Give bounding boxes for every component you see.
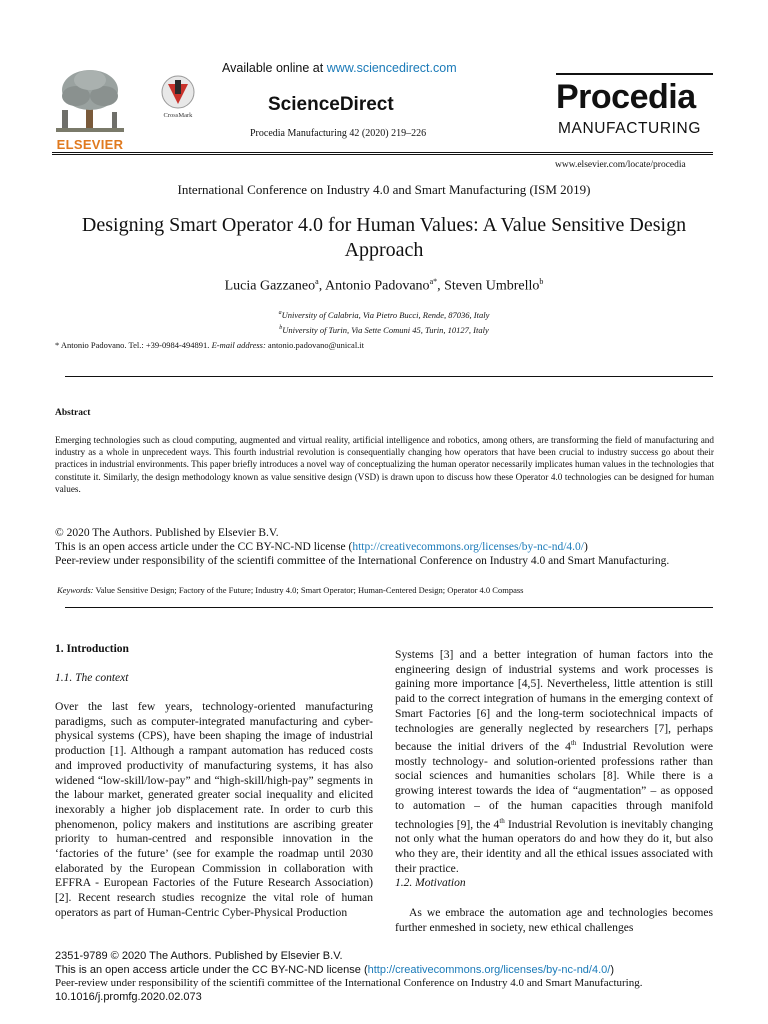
keywords-text: Value Sensitive Design; Factory of the Future; Industry 4.0; Smart Operator; Human-Centered Design; Operator 4.0 Compass: [93, 585, 524, 595]
email-address[interactable]: antonio.padovano@unical.it: [265, 340, 365, 350]
author-sup: a: [315, 277, 319, 286]
journal-brand: Procedia: [556, 78, 696, 116]
paragraph-text: Industrial Revolution is inevitably changing not only what the human operators do and how they do it, but also who they are, their identity and all the ethical issues associated with their practice.: [395, 817, 714, 875]
crossmark-icon[interactable]: [160, 74, 196, 120]
body-column-left: Over the last few years, technology-oriented manufacturing paradigms, such as computer-integrated manufacturing and cyber-physical systems (CPS), have been shaping the image of industrial production [1]. Although a rampant automation has reduced costs and improved productivity of manufacturing systems, it has also widened “low-skill/low-pay” and “high-skill/high-pay” segments in the labour market, generated greater social inequality and elicited inexorably a higher job displacement rate. In order to curb this phenomenon, policy makers and institutions are ascribing greater priority to human-centred and responsible innovation in the ‘factories of the future’ (see for example the roadmap until 2030 elaborated by the European Commission in collaboration with EFFRA - European Factories of the Future Research Association) [2]. Recent research studies recognize the vital role of human operators as part of Human-Centric Cyber-Physical Production: [55, 700, 373, 919]
affiliation: [0, 307, 768, 322]
issn-line: 2351-9789 © 2020 The Authors. Published by Elsevier B.V.: [55, 950, 343, 962]
author-name: Antonio Padovano: [324, 278, 430, 294]
available-prefix: Available online at: [222, 61, 327, 75]
open-access-prefix: This is an open access article under the CC BY-NC-ND license (: [55, 541, 353, 553]
correspondence: [55, 340, 364, 350]
author-list: [0, 277, 768, 295]
affiliation: [0, 322, 768, 337]
procedia-top-rule: [556, 73, 713, 75]
open-access-suffix: ): [610, 963, 615, 976]
email-label: E-mail address:: [211, 340, 266, 350]
affiliation-text: University of Turin, Via Sette Comuni 45, Turin, 10127, Italy: [282, 324, 489, 335]
sciencedirect-title: ScienceDirect: [268, 94, 394, 115]
superscript: th: [499, 816, 505, 825]
keywords-label: Keywords:: [57, 585, 94, 595]
affiliation-text: University of Calabria, Via Pietro Bucci, Rende, 87036, Italy: [281, 309, 490, 320]
conference-name: International Conference on Industry 4.0 and Smart Manufacturing (ISM 2019): [177, 182, 591, 197]
open-access-line: [55, 540, 725, 554]
section-divider: [65, 607, 713, 608]
affiliation-sup: b: [279, 324, 283, 331]
publisher-name: ELSEVIER: [56, 137, 124, 152]
affiliation-sup: a: [278, 310, 282, 316]
subsection-heading: 1.2. Motivation: [395, 877, 466, 889]
correspondence-prefix: * Antonio Padovano. Tel.: +39-0984-494891.: [55, 340, 212, 350]
journal-subtitle: MANUFACTURING: [558, 120, 701, 137]
affiliations: [0, 307, 768, 337]
author-separator: ,: [318, 278, 325, 294]
doi[interactable]: 10.1016/j.promfg.2020.02.073: [55, 990, 202, 1003]
keywords: [57, 585, 717, 595]
license-block: [55, 526, 725, 568]
abstract-heading: Abstract: [55, 408, 91, 418]
abstract-text: Emerging technologies such as cloud computing, augmented and virtual reality, artificial intelligence and robotics, among others, are transforming the field of manufacturing and industry as a whole in unprecedent ways. This fourth industrial revolution is consequentially changing how operators that have been crucial to industry success go about their practices in industrial environments. This paper briefly introduces a novel way of conceptualizing the human operator necessarily implicates human values in the technologies that constitute it. Similarly, the design methodology known as value sensitive design (VSD) is drawn upon to discuss how these Operator 4.0 technologies can be designed for human values.: [55, 435, 714, 494]
section-heading: 1. Introduction: [55, 643, 129, 655]
copyright: © 2020 The Authors. Published by Elsevier B.V.: [55, 527, 279, 539]
peer-review: Peer-review under responsibility of the scientifi committee of the International Conference on Industry 4.0 and Smart Manufacturing.: [55, 555, 670, 567]
header-divider: [52, 152, 713, 153]
body-column-right: [395, 648, 713, 876]
crossmark-label: CrossMark: [163, 112, 193, 119]
paper-title: Designing Smart Operator 4.0 for Human Values: A Value Sensitive Design Approach: [81, 214, 687, 261]
sciencedirect-link[interactable]: www.sciencedirect.com: [326, 61, 457, 75]
header-divider-2: [52, 154, 713, 155]
subsection-heading: 1.1. The context: [55, 672, 129, 684]
paragraph-text: Industrial Revolution were mostly technology- and solution-oriented professions rather than social sciences and humanities scholars [8]. While there is a growing interest towards the idea of “augmentation” – as opposed to automation – of the human capacities through manifold technologies [9], the 4: [395, 740, 714, 831]
author-separator: ,: [437, 278, 445, 294]
author-name: Steven Umbrello: [444, 278, 540, 294]
footer: [55, 950, 735, 1004]
open-access-prefix: This is an open access article under the CC BY-NC-ND license (: [55, 963, 368, 976]
footer-license-link[interactable]: http://creativecommons.org/licenses/by-nc-nd/4.0/: [367, 963, 611, 976]
superscript: th: [570, 739, 577, 748]
footer-peer-review: Peer-review under responsibility of the scientifi committee of the International Conference on Industry 4.0 and Smart Manufacturing.: [55, 977, 643, 989]
paragraph-text: Systems [3] and a better integration of human factors into the engineering design of industrial systems and work processes is gaining more importance [4,5]. Nevertheless, little attention is still paid to the correct integration of humans in the emerging context of Smart Factories [6] and the long-term sociotechnical impacts of technologies are generally neglected by researchers [7], perhaps because the initial drivers of the 4: [395, 648, 713, 754]
motivation-text: As we embrace the automation age and technologies becomes further enmeshed in society, new ethical challenges: [395, 906, 713, 934]
license-link[interactable]: http://creativecommons.org/licenses/by-nc-nd/4.0/: [352, 541, 584, 553]
author-sup: b: [539, 277, 544, 286]
section-divider: [65, 376, 713, 377]
open-access-suffix: ): [583, 541, 588, 553]
journal-url[interactable]: www.elsevier.com/locate/procedia: [555, 160, 686, 170]
footer-open-access: [55, 964, 735, 978]
author-name: Lucia Gazzaneo: [224, 278, 316, 294]
available-online: [222, 61, 457, 75]
journal-reference: Procedia Manufacturing 42 (2020) 219–226: [250, 128, 427, 139]
author-sup: a*: [429, 277, 438, 286]
